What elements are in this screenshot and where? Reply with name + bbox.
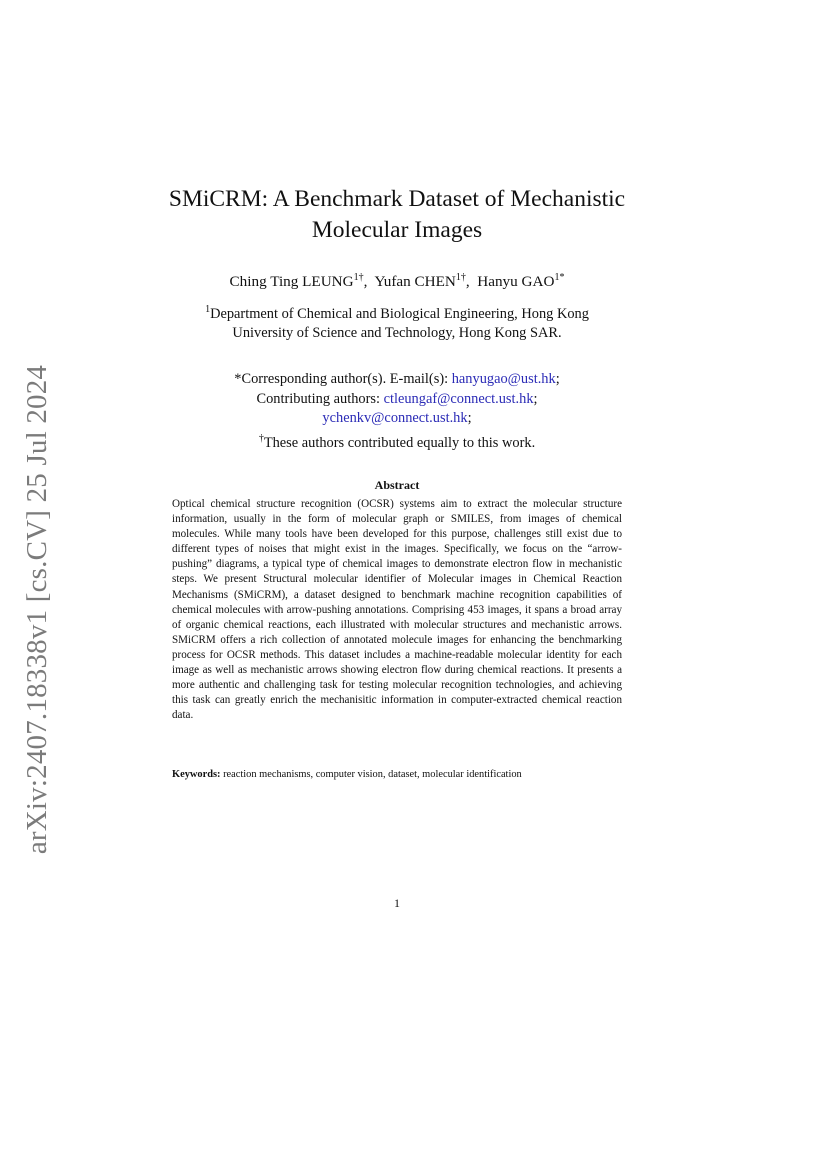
contributing-label: Contributing authors: — [256, 390, 384, 407]
keywords-label: Keywords: — [172, 769, 221, 780]
arxiv-watermark — [20, 364, 56, 854]
contributing-email-link-1[interactable]: ctleungaf@connect.ust.hk — [383, 390, 534, 407]
author-name: Hanyu GAO — [477, 273, 555, 291]
correspondence-block — [150, 370, 644, 453]
keywords-text: reaction mechanisms, computer vision, dataset, molecular identification — [220, 769, 522, 780]
abstract-heading: Abstract — [374, 478, 420, 492]
contributing-email-link-2[interactable]: ychenkv@connect.ust.hk — [322, 410, 468, 426]
separator: ; — [533, 390, 538, 407]
page-number: 1 — [394, 896, 400, 910]
equal-contribution-mark: † — [258, 432, 264, 444]
affiliation-mark: 1 — [205, 304, 211, 315]
separator: ; — [555, 371, 560, 387]
affiliation-line-2: University of Science and Technology, Hong Kong SAR. — [232, 324, 562, 341]
paper-title — [100, 184, 694, 246]
arxiv-watermark-text: arXiv:2407.18338v1 [cs.CV] 25 Jul 2024 — [21, 364, 54, 854]
title-line-2: Molecular Images — [311, 217, 483, 243]
author-name: Yufan CHEN — [374, 273, 456, 291]
separator: ; — [467, 410, 472, 426]
abstract-text: Optical chemical structure recognition (OCSR) systems aim to extract the molecular structure information, usually in the form of molecular graph or SMILES, from images of chemical molecules. While many tools have been developed for this purpose, challenges still exist due to different types of noises that might exist in the images. Specifically, we focus on the “arrow-pushing” diagrams, a typical type of chemical images to demonstrate electron flow in mechanistic steps. We present Structural molecular identifier of Molecular images in Chemical Reaction Mechanisms (SMiCRM), a dataset designed to benchmark machine recognition capabilities of chemical molecules with arrow-pushing annotations. Comprising 453 images, it spans a broad array of organic chemical reactions, each illustrated with molecular structures and mechanistic arrows. SMiCRM offers a rich collection of annotated molecule images for enhancing the benchmarking process for OCSR methods. This dataset includes a machine-readable molecular identity for each image as well as mechanistic arrows showing electron flow during chemical reactions. It presents a more authentic and challenging task for testing molecular recognition technologies, and achieving this task can greatly enrich the mechanisitic information in computer-extracted chemical reaction data. — [172, 498, 622, 722]
keywords — [172, 768, 622, 782]
author-affiliation-mark: 1* — [554, 272, 565, 283]
affiliation — [150, 300, 644, 343]
equal-contribution-note: These authors contributed equally to this work. — [263, 434, 536, 451]
author-name: Ching Ting LEUNG — [229, 273, 354, 291]
author-list: Ching Ting $LEUNG^{1\dagger}$, Yufan $CHEN^{1\dagger}$, Hanyu $GAO^{1*}$ — [229, 272, 565, 291]
corresponding-email-link[interactable]: hanyugao@ust.hk — [451, 371, 556, 387]
author-affiliation-mark: 1† — [455, 272, 466, 283]
author-affiliation-mark: 1† — [353, 272, 364, 283]
title-line-1: SMiCRM: A Benchmark Dataset of Mechanistic — [168, 186, 626, 212]
corresponding-label: *Corresponding author(s). E-mail(s): — [234, 371, 452, 387]
affiliation-line-1: Department of Chemical and Biological Engineering, Hong Kong — [210, 305, 589, 322]
